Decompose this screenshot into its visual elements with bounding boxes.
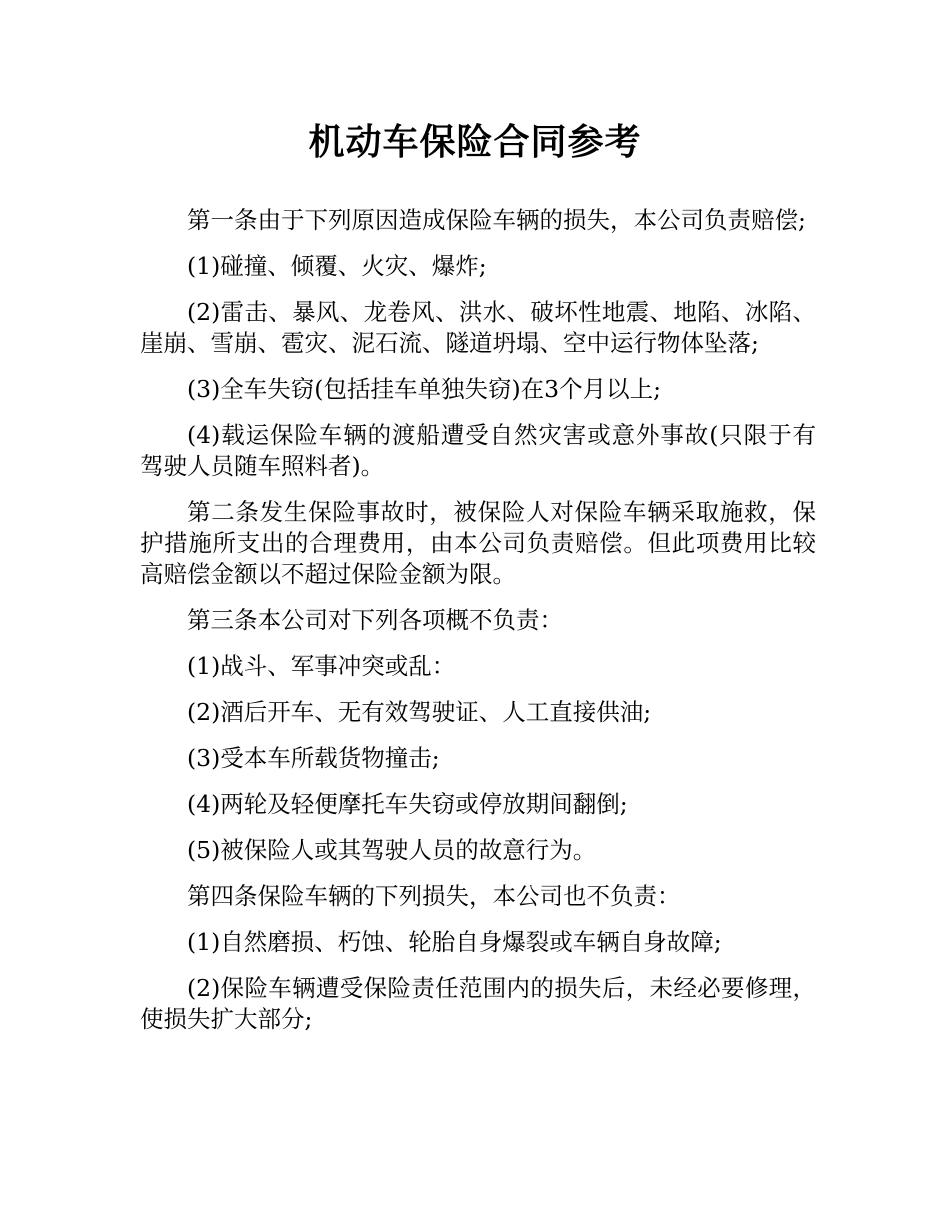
paragraph: (2)雷击、暴风、龙卷风、洪水、破坏性地震、地陷、冰陷、崖崩、雪崩、雹灾、泥石流、隧道坍塌、空中运行物体坠落; bbox=[140, 298, 816, 357]
paragraph: 第二条发生保险事故时，被保险人对保险车辆采取施救，保护措施所支出的合理费用，由本公司负责赔偿。但此项费用比较高赔偿金额以不超过保险金额为限。 bbox=[140, 498, 816, 588]
paragraph: (4)两轮及轻便摩托车失窃或停放期间翻倒; bbox=[187, 790, 628, 818]
paragraph: (3)全车失窃(包括挂车单独失窃)在3个月以上; bbox=[187, 375, 661, 403]
paragraph: (2)保险车辆遭受保险责任范围内的损失后，未经必要修理，使损失扩大部分; bbox=[140, 974, 816, 1033]
paragraph: 第四条保险车辆的下列损失，本公司也不负责： bbox=[187, 882, 681, 910]
paragraph: (4)载运保险车辆的渡船遭受自然灾害或意外事故(只限于有驾驶人员随车照料者)。 bbox=[140, 421, 816, 480]
document-body bbox=[140, 205, 816, 1050]
paragraph: 第一条由于下列原因造成保险车辆的损失，本公司负责赔偿; bbox=[187, 206, 806, 234]
paragraph: (2)酒后开车、无有效驾驶证、人工直接供油; bbox=[187, 698, 652, 726]
paragraph: (1)战斗、军事冲突或乱： bbox=[187, 652, 456, 680]
document-title: 机动车保险合同参考 bbox=[308, 122, 642, 163]
paragraph: (3)受本车所载货物撞击; bbox=[187, 744, 440, 772]
paragraph: (1)碰撞、倾覆、火灾、爆炸; bbox=[187, 252, 487, 280]
paragraph: 第三条本公司对下列各项概不负责： bbox=[187, 606, 563, 634]
paragraph: (5)被保险人或其驾驶人员的故意行为。 bbox=[187, 836, 597, 864]
paragraph: (1)自然磨损、朽蚀、轮胎自身爆裂或车辆自身故障; bbox=[187, 928, 722, 956]
